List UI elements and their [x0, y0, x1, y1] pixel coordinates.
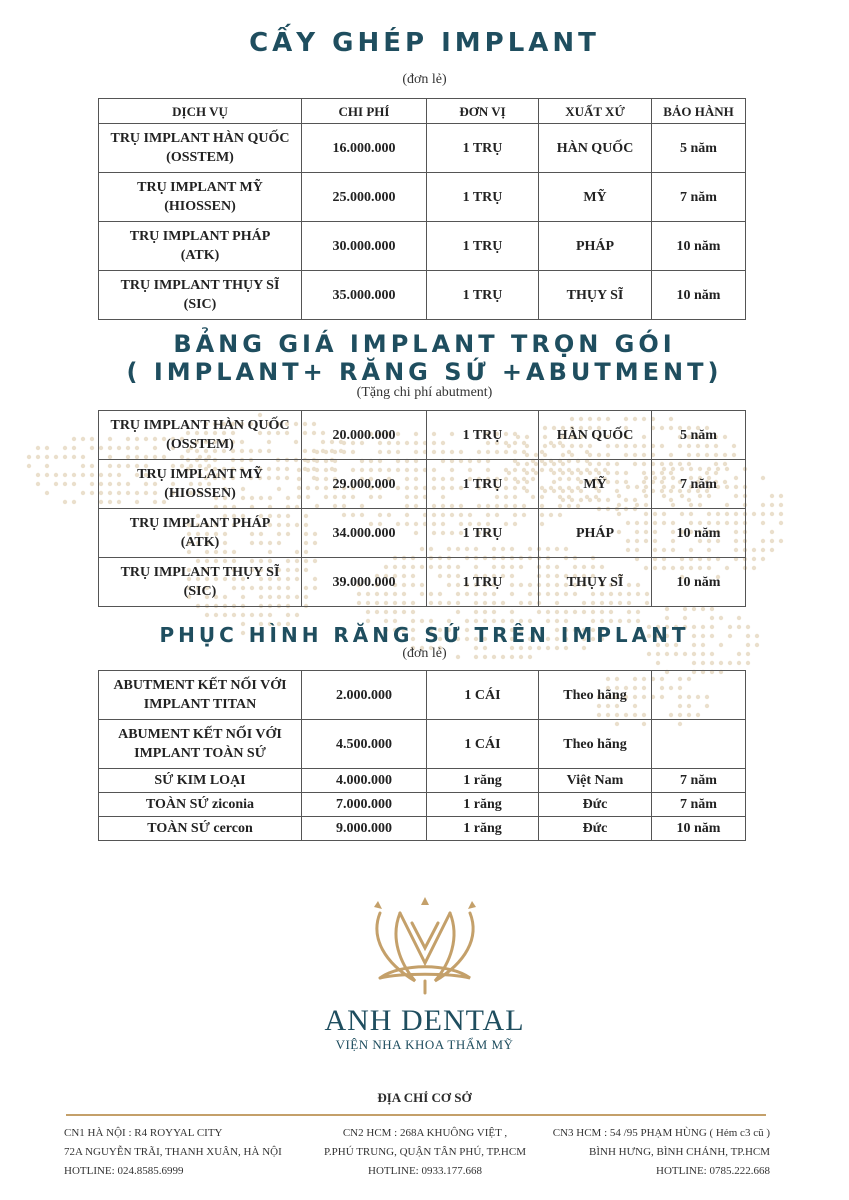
implant-package-table: [98, 410, 746, 607]
cell-cost: 20.000.000: [302, 411, 427, 460]
cell-service: TRỤ IMPLANT HÀN QUỐC (OSSTEM): [99, 411, 302, 460]
table-row: [99, 769, 746, 793]
cell-unit: 1 TRỤ: [427, 460, 539, 509]
cell-unit: 1 TRỤ: [427, 222, 539, 271]
branch-hcm-tan-phu: [300, 1124, 550, 1181]
section2-title-line2: ( IMPLANT+ RĂNG SỨ +ABUTMENT): [126, 358, 723, 386]
cell-cost: 9.000.000: [302, 817, 427, 841]
cell-unit: 1 TRỤ: [427, 558, 539, 607]
cell-unit: 1 TRỤ: [427, 411, 539, 460]
cell-warranty: 7 năm: [652, 793, 746, 817]
cell-cost: 16.000.000: [302, 124, 427, 173]
table-row: [99, 671, 746, 720]
branch-line: P.PHÚ TRUNG, QUẬN TÂN PHÚ, TP.HCM: [323, 1146, 526, 1158]
cell-warranty: 7 năm: [652, 173, 746, 222]
table-row: [99, 460, 746, 509]
header-unit: ĐƠN VỊ: [427, 99, 539, 124]
cell-origin: MỸ: [539, 173, 652, 222]
cell-service: TRỤ IMPLANT THỤY SĨ (SIC): [99, 558, 302, 607]
cell-origin: HÀN QUỐC: [539, 411, 652, 460]
section2-title: [0, 330, 849, 386]
cell-cost: 34.000.000: [302, 509, 427, 558]
header-origin: XUẤT XỨ: [539, 99, 652, 124]
table-row: [99, 720, 746, 769]
branch-hotline: HOTLINE: 024.8585.6999: [64, 1165, 184, 1177]
cell-origin: HÀN QUỐC: [539, 124, 652, 173]
cell-warranty: 10 năm: [652, 817, 746, 841]
cell-origin: PHÁP: [539, 509, 652, 558]
section3-note: (đơn lẻ): [402, 646, 447, 661]
cell-warranty: 10 năm: [652, 222, 746, 271]
branch-line: CN2 HCM : 268A KHUÔNG VIỆT ,: [342, 1127, 508, 1139]
section1-title: CẤY GHÉP IMPLANT: [249, 28, 600, 58]
section2-note: (Tặng chi phí abutment): [356, 385, 493, 400]
cell-warranty: 7 năm: [652, 769, 746, 793]
section2-title-line1: BẢNG GIÁ IMPLANT TRỌN GÓI: [173, 330, 676, 358]
cell-service: ABUMENT KẾT NỐI VỚI IMPLANT TOÀN SỨ: [99, 720, 302, 769]
branch-hotline: HOTLINE: 0785.222.668: [656, 1165, 770, 1177]
cell-unit: 1 TRỤ: [427, 124, 539, 173]
cell-service: TOÀN SỨ cercon: [99, 817, 302, 841]
cell-service: TRỤ IMPLANT HÀN QUỐC (OSSTEM): [99, 124, 302, 173]
cell-service: TRỤ IMPLANT THỤY SĨ (SIC): [99, 271, 302, 320]
restoration-table: [98, 670, 746, 841]
cell-unit: 1 TRỤ: [427, 509, 539, 558]
branch-line: 72A NGUYỄN TRÃI, THANH XUÂN, HÀ NỘI: [64, 1146, 282, 1158]
header-cost: CHI PHÍ: [302, 99, 427, 124]
branch-hotline: HOTLINE: 0933.177.668: [368, 1165, 482, 1177]
table-row: [99, 793, 746, 817]
anh-dental-logo: [360, 893, 490, 1003]
cell-warranty: 5 năm: [652, 411, 746, 460]
cell-cost: 4.500.000: [302, 720, 427, 769]
cell-warranty: 10 năm: [652, 271, 746, 320]
cell-origin: PHÁP: [539, 222, 652, 271]
cell-service: SỨ KIM LOẠI: [99, 769, 302, 793]
cell-cost: 2.000.000: [302, 671, 427, 720]
brand-name: ANH DENTAL: [324, 1004, 525, 1037]
header-warranty: BẢO HÀNH: [652, 99, 746, 124]
header-service: DỊCH VỤ: [99, 99, 302, 124]
table-row: [99, 411, 746, 460]
table-row: [99, 124, 746, 173]
cell-warranty: 10 năm: [652, 558, 746, 607]
table-row: [99, 509, 746, 558]
gold-divider: [66, 1114, 766, 1116]
cell-origin: MỸ: [539, 460, 652, 509]
cell-warranty: 7 năm: [652, 460, 746, 509]
branch-line: CN3 HCM : 54 /95 PHẠM HÙNG ( Hẻm c3 cũ ): [552, 1127, 770, 1139]
cell-origin: Đức: [539, 793, 652, 817]
cell-origin: Theo hãng: [539, 720, 652, 769]
branch-line: CN1 HÀ NỘI : R4 ROYYAL CITY: [64, 1127, 223, 1139]
cell-origin: THỤY SĨ: [539, 558, 652, 607]
cell-service: TOÀN SỨ ziconia: [99, 793, 302, 817]
table-row: [99, 271, 746, 320]
section1-note: (đơn lẻ): [402, 72, 447, 87]
cell-origin: Việt Nam: [539, 769, 652, 793]
cell-origin: Theo hãng: [539, 671, 652, 720]
cell-cost: 39.000.000: [302, 558, 427, 607]
cell-unit: 1 CÁI: [427, 720, 539, 769]
cell-warranty: 10 năm: [652, 509, 746, 558]
implant-single-table: [98, 98, 746, 320]
cell-service: TRỤ IMPLANT PHÁP (ATK): [99, 222, 302, 271]
cell-cost: 29.000.000: [302, 460, 427, 509]
cell-cost: 25.000.000: [302, 173, 427, 222]
cell-warranty: [652, 671, 746, 720]
section3-title: PHỤC HÌNH RĂNG SỨ TRÊN IMPLANT: [159, 623, 690, 647]
cell-service: TRỤ IMPLANT PHÁP (ATK): [99, 509, 302, 558]
cell-cost: 35.000.000: [302, 271, 427, 320]
cell-unit: 1 TRỤ: [427, 271, 539, 320]
brand-tagline: VIỆN NHA KHOA THẨM MỸ: [335, 1037, 514, 1052]
cell-warranty: [652, 720, 746, 769]
cell-cost: 7.000.000: [302, 793, 427, 817]
branch-line: BÌNH HƯNG, BÌNH CHÁNH, TP.HCM: [589, 1146, 770, 1158]
cell-warranty: 5 năm: [652, 124, 746, 173]
cell-cost: 30.000.000: [302, 222, 427, 271]
cell-service: ABUTMENT KẾT NỐI VỚI IMPLANT TITAN: [99, 671, 302, 720]
cell-unit: 1 CÁI: [427, 671, 539, 720]
table-row: [99, 558, 746, 607]
cell-origin: Đức: [539, 817, 652, 841]
cell-unit: 1 răng: [427, 793, 539, 817]
cell-unit: 1 răng: [427, 817, 539, 841]
cell-origin: THỤY SĨ: [539, 271, 652, 320]
cell-service: TRỤ IMPLANT MỸ (HIOSSEN): [99, 460, 302, 509]
table-row: [99, 173, 746, 222]
cell-unit: 1 TRỤ: [427, 173, 539, 222]
cell-service: TRỤ IMPLANT MỸ (HIOSSEN): [99, 173, 302, 222]
address-title: ĐỊA CHỈ CƠ SỞ: [377, 1090, 472, 1105]
table-header-row: [99, 99, 746, 124]
table-row: [99, 222, 746, 271]
table-row: [99, 817, 746, 841]
branch-hanoi: [64, 1124, 282, 1181]
cell-cost: 4.000.000: [302, 769, 427, 793]
branch-hcm-binh-chanh: [520, 1124, 770, 1181]
cell-unit: 1 răng: [427, 769, 539, 793]
